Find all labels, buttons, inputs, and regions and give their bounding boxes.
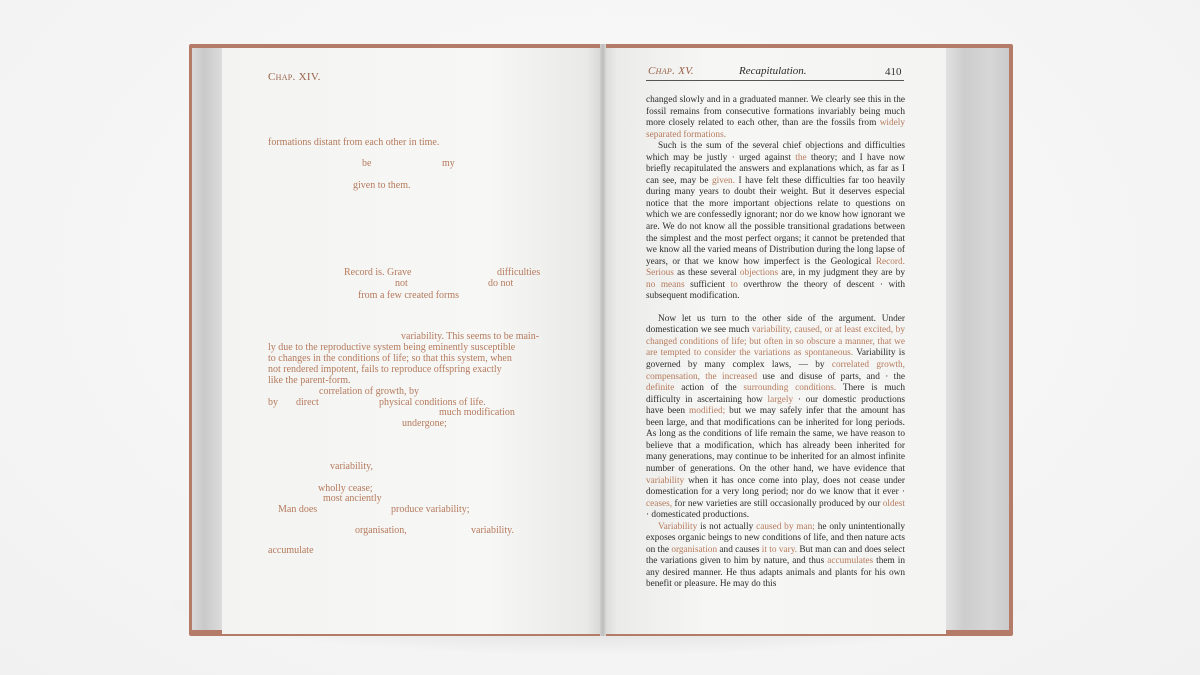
body-text: I have felt these difficulties far too heavily during many years to doubt their weight. But it deserves especial notice that the more important objections relate to questions on which we are confessedly ignorant; nor do we know how ignorant we are. We do not know all the possible transitional gradations between the simplest and the most perfect organs; it cannot be pretended that we know all the varied means of Distribution during the long lapse of years, or that we know how imperfect is the Geological	[646, 175, 905, 267]
fragment: like the parent-form.	[268, 375, 351, 386]
body-text: as these several	[673, 268, 740, 279]
body-text: theory; and I have now briefly recapitulated the answers and explanations which, as far as I can see, may be	[646, 152, 905, 186]
fragment: do not	[488, 278, 514, 289]
body-text: sufficient	[684, 279, 731, 290]
fragment: wholly cease;	[318, 483, 373, 494]
highlighted-text: widely separated formations.	[646, 118, 905, 140]
highlighted-text: ceases,	[646, 498, 673, 509]
body-text: is not actually	[697, 521, 757, 532]
highlighted-text: definite	[646, 383, 675, 394]
fragment: by	[268, 397, 278, 408]
highlighted-text: correlated growth, compensation, the increased	[646, 360, 905, 382]
fragment: produce variability;	[391, 504, 470, 515]
fragment: difficulties	[497, 267, 541, 278]
fragment: variability. This seems to be main-	[401, 331, 540, 342]
fragment: not	[395, 278, 408, 289]
paragraph-2	[646, 141, 905, 303]
fragment: Man does	[278, 504, 318, 515]
fragment: physical conditions of life.	[379, 397, 486, 408]
body-text: when it has once come into play, does not cease under domestication for a very long period; nor do we know that it ever ·	[646, 475, 905, 498]
highlighted-text: largely	[767, 394, 794, 405]
fragment: correlation of growth, by	[319, 386, 419, 397]
body-text: them in any desired manner. He thus adapts animals and plants for his own benefit or pleasure. He may do this	[646, 556, 905, 590]
highlighted-text: Variability	[658, 521, 698, 532]
highlighted-text: the	[795, 152, 807, 163]
body-text: But man can and does select the variations given to him by nature, and thus	[646, 544, 905, 567]
fragment: my	[442, 158, 455, 169]
fragment: accumulate	[268, 545, 314, 556]
paragraph-4	[646, 522, 905, 591]
fragment: organisation,	[355, 525, 407, 536]
fragment: formations distant from each other in time.	[268, 137, 440, 148]
fragment: ly due to the reproductive system being eminently susceptible	[268, 342, 516, 353]
book-gutter	[600, 44, 606, 636]
highlighted-text: objections	[739, 268, 779, 279]
fragment: Record is. Grave	[344, 267, 412, 278]
highlighted-text: variability, caused, or at least excited, by changed conditions of life; but often in so obscure a manner, that we are tempted to consider the variations as spontaneous.	[646, 325, 905, 359]
body-text: · our domestic productions have been	[646, 394, 905, 417]
body-text: Variability is governed by many complex laws, — by	[646, 348, 905, 371]
highlighted-text: accumulates	[827, 556, 874, 567]
left-running-head: Chap. XIV.	[268, 71, 321, 83]
fragment: not rendered impotent, fails to reproduce offspring exactly	[268, 364, 502, 375]
fragment: from a few created forms	[358, 290, 460, 301]
fragment: variability.	[471, 525, 514, 536]
fragment: much modification	[439, 407, 515, 418]
highlighted-text: to	[730, 279, 738, 290]
fragment: most anciently	[323, 493, 382, 504]
fragment: to changes in the conditions of life; so that this system, when	[268, 353, 512, 364]
fragment: be	[362, 158, 372, 169]
right-running-head-chapter: Chap. XV.	[648, 65, 694, 77]
highlighted-text: organisation	[671, 544, 718, 555]
body-text: he only unintentionally exposes organic beings to new conditions of life, and then nature acts on the	[646, 521, 905, 555]
highlighted-text: oldest	[882, 498, 905, 509]
highlighted-text: variability	[646, 475, 685, 486]
right-running-head-title: Recapitulation.	[739, 65, 807, 77]
fragment: given to them.	[353, 180, 411, 191]
highlighted-text: surrounding conditions.	[743, 383, 837, 394]
body-text: overthrow the theory of descent · with subsequent modification.	[646, 279, 905, 302]
page-number: 410	[885, 66, 902, 78]
body-text: but we may safely infer that the amount has been large, and that modifications can be inherited for long periods. As long as the conditions of life remain the same, we have reason to believe that a modification, which has already been inherited for many generations, may continue to be inherited for an almost infinite number of generations. On the other hand, we have evidence that	[646, 406, 905, 474]
body-text: changed slowly and in a graduated manner. We clearly see this in the fossil remains from consecutive formations invariably being much more closely related to each other, than are the fossils from	[646, 95, 905, 129]
body-text: · domesticated productions.	[646, 510, 750, 521]
body-text: use and disuse of parts, and · the	[757, 371, 905, 382]
highlighted-text: caused by man;	[756, 521, 815, 532]
highlighted-text: modified;	[689, 406, 726, 417]
body-text: Now let us turn to the other side of the argument. Under domestication we see much	[646, 313, 905, 336]
page-edges-left	[192, 48, 222, 630]
body-text: are, in my judgment they are by	[778, 268, 905, 279]
highlighted-text: given.	[711, 175, 735, 186]
body-text: for new varieties are still occasionally produced by our	[672, 498, 883, 509]
highlighted-text: Record. Serious	[646, 256, 905, 279]
fragment: undergone;	[402, 418, 447, 429]
body-text: Such is the sum of the several chief objections and difficulties which may be justly · urged against	[646, 141, 905, 163]
right-page-body	[646, 95, 905, 591]
fragment: variability,	[330, 461, 373, 472]
body-text: There is much difficulty in ascertaining how	[646, 383, 905, 405]
paragraph-3	[646, 314, 905, 522]
body-text: and causes	[717, 544, 762, 555]
highlighted-text: it to vary.	[761, 544, 798, 555]
running-head-rule	[646, 80, 904, 81]
page-edges-right	[945, 48, 1009, 630]
paragraph-1	[646, 95, 905, 141]
highlighted-text: no means	[646, 279, 685, 290]
fragment: direct	[296, 397, 319, 408]
body-text: action of the	[674, 383, 744, 394]
